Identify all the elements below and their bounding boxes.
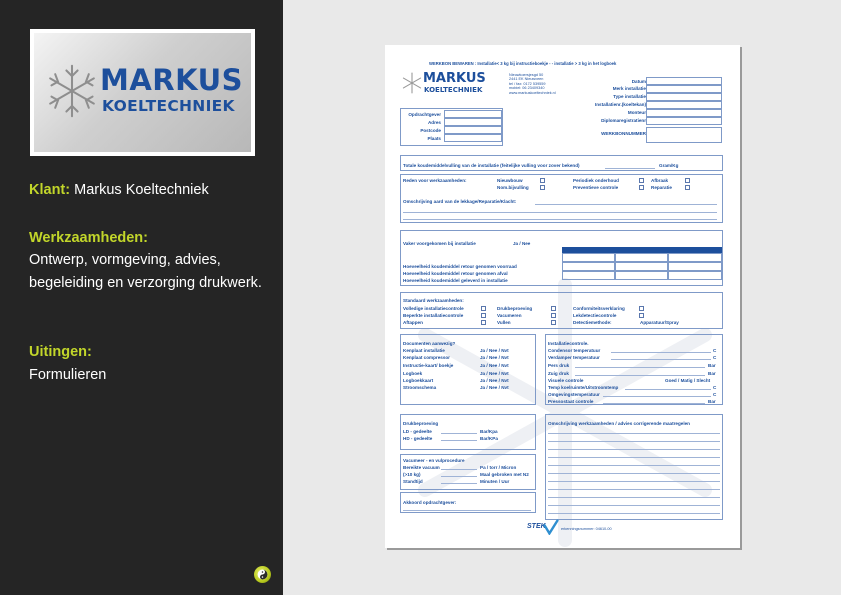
client-logo-frame xyxy=(30,29,255,156)
standard-item: Conformiteitsverklaring xyxy=(573,306,625,311)
standard-checkbox[interactable] xyxy=(551,313,556,318)
agreement-label: Akkoord opdrachtgever: xyxy=(403,500,457,505)
control-item: Temp koelruimte/Uitstroomtemp xyxy=(548,385,619,390)
reason-refill-checkbox[interactable] xyxy=(540,185,545,190)
control-line[interactable] xyxy=(603,403,705,404)
standard-item: Volledige installatiecontrole xyxy=(403,306,464,311)
work-label: Omschrijving werkzaamheden / advies corrigerende maatregelen xyxy=(548,421,690,426)
work-line[interactable] xyxy=(548,513,720,514)
client-field-label: Opdrachtgever xyxy=(408,112,441,117)
work-line[interactable] xyxy=(548,481,720,482)
control-unit: Goed / Matig / Slecht xyxy=(665,378,711,383)
document-answer: Ja / Nee / Nvt xyxy=(480,385,509,390)
output-value: Formulieren xyxy=(29,367,107,383)
table-cell[interactable] xyxy=(615,271,668,280)
mechanic-input[interactable] xyxy=(646,109,722,117)
pressure-label: Drukbeproeving xyxy=(403,421,439,426)
vacuum-label: Vacumeer - en vulprocedure xyxy=(403,458,465,463)
standard-item: Vacumeren xyxy=(497,313,522,318)
pressure-unit: Bar/KPa xyxy=(480,436,498,441)
total-refrigerant-label: Totale koudemiddelvulling van de installatie (feitelijke vulling voor zover bekend) xyxy=(403,163,580,168)
standard-checkbox[interactable] xyxy=(481,320,486,325)
standard-item: Apparatuur/Spray xyxy=(640,320,679,325)
pressure-item: HD - gedeelte xyxy=(403,436,433,441)
pressure-unit: Bar/Kpa xyxy=(480,429,498,434)
control-item: Pressostaat controle xyxy=(548,399,594,404)
control-line[interactable] xyxy=(575,375,705,376)
leak-line[interactable] xyxy=(403,212,717,213)
standard-checkbox[interactable] xyxy=(481,306,486,311)
standard-item: Vullen xyxy=(497,320,511,325)
work-line[interactable] xyxy=(548,449,720,450)
logo-wordmark-top: MARKUS xyxy=(100,63,244,97)
table-cell[interactable] xyxy=(562,262,615,271)
leak-line[interactable] xyxy=(535,204,717,205)
document-item: Instructie-kaart/ boekje xyxy=(403,363,454,368)
field-label-mechanic: Monteur xyxy=(627,110,646,115)
stek-checkmark-icon xyxy=(543,519,559,535)
table-cell[interactable] xyxy=(668,262,722,271)
city-input[interactable] xyxy=(444,134,502,142)
control-unit: C xyxy=(713,348,717,353)
table-cell[interactable] xyxy=(615,253,668,262)
vacuum-unit: Minuten / Uur xyxy=(480,479,510,484)
control-line[interactable] xyxy=(603,396,711,397)
field-label-diploma: Diplomaregistratienr xyxy=(601,118,646,123)
standard-item: Lekdetectiecontrole xyxy=(573,313,617,318)
vacuum-unit: Maal gebroken met N2 xyxy=(480,472,529,477)
documents-label: Documenten aanwezig? xyxy=(403,341,456,346)
client-field-label: Adres xyxy=(427,120,441,125)
document-answer: Ja / Nee / Nvt xyxy=(480,355,509,360)
form-snowflake-icon xyxy=(401,72,423,94)
control-item: Pers druk xyxy=(548,363,570,368)
address-line: www.markuskoeltechniek.nl xyxy=(509,90,556,95)
document-item: Stroomschema xyxy=(403,385,437,390)
work-line[interactable] xyxy=(548,497,720,498)
reason-new-checkbox[interactable] xyxy=(540,178,545,183)
control-line[interactable] xyxy=(625,389,711,390)
standard-item: Beperkte installatiecontrole xyxy=(403,313,464,318)
address-line: 2441 EK Nieuwveen xyxy=(509,77,544,82)
sidebar-panel xyxy=(0,0,283,595)
reason-preventive: Preventieve controle xyxy=(573,185,619,190)
field-label-brand: Merk installatie xyxy=(612,86,646,91)
stek-logo: STEK xyxy=(527,523,546,530)
control-unit: Bar xyxy=(708,399,716,404)
document-item: Kenplaat compressor xyxy=(403,355,450,360)
pressure-line[interactable] xyxy=(441,433,477,434)
vacuum-item: Bereikte vacuum xyxy=(403,465,440,470)
leak-line[interactable] xyxy=(403,219,717,220)
yin-yang-icon xyxy=(257,569,268,580)
control-item: Zuig druk xyxy=(548,371,569,376)
work-description: Ontwerp, vormgeving, advies, begeleiding en verzorging drukwerk. xyxy=(29,252,262,291)
vacuum-line[interactable] xyxy=(441,469,477,470)
address-block xyxy=(509,73,556,95)
reason-demolition-checkbox[interactable] xyxy=(685,178,690,183)
total-refrigerant-line[interactable] xyxy=(605,168,655,169)
vacuum-line[interactable] xyxy=(441,483,477,484)
control-unit: Bar xyxy=(708,363,716,368)
client-label: Klant: xyxy=(29,182,71,198)
table-cell[interactable] xyxy=(562,253,615,262)
snowflake-icon xyxy=(44,63,100,119)
reason-new: Nieuwbouw xyxy=(497,178,523,183)
standard-checkbox[interactable] xyxy=(551,306,556,311)
work-line[interactable] xyxy=(548,465,720,466)
document-answer: Ja / Nee / Nvt xyxy=(480,371,509,376)
work-line[interactable] xyxy=(548,489,720,490)
client-line xyxy=(29,179,209,202)
table-cell[interactable] xyxy=(668,253,722,262)
field-label-type: Type installatie xyxy=(613,94,646,99)
postcode-input[interactable] xyxy=(444,126,502,134)
pressure-line[interactable] xyxy=(441,440,477,441)
control-item: Verdamper temperatuur xyxy=(548,355,600,360)
field-label-installnr: Installatienr.(koeltekan) xyxy=(594,102,646,107)
reason-repair: Reparatie xyxy=(651,185,672,190)
ordernumber-input[interactable] xyxy=(646,127,722,143)
reason-periodic-checkbox[interactable] xyxy=(639,178,644,183)
document-item: Kenplaat installatie xyxy=(403,348,445,353)
work-line[interactable] xyxy=(548,505,720,506)
standard-checkbox[interactable] xyxy=(639,313,644,318)
vacuum-item: Standtijd xyxy=(403,479,423,484)
form-logo-word2: KOELTECHNIEK xyxy=(424,86,483,94)
client-field-label: Postcode xyxy=(420,128,441,133)
document-answer: Ja / Nee / Nvt xyxy=(480,348,509,353)
control-item: Omgevingstemperatuur xyxy=(548,392,600,397)
yin-yang-badge-icon xyxy=(254,566,271,583)
document-answer: Ja / Nee / Nvt xyxy=(480,363,509,368)
control-line[interactable] xyxy=(575,367,705,368)
control-label: Installatiecontrole. xyxy=(548,341,589,346)
document-item: Logboekkaart xyxy=(403,378,434,383)
refrigerant-line-label: Hoeveelheid koudemiddel retour genomen voorraad xyxy=(403,264,517,269)
work-line[interactable] xyxy=(548,457,720,458)
address-line: Nieuwkoersjesgd 50 xyxy=(509,73,544,77)
reason-preventive-checkbox[interactable] xyxy=(639,185,644,190)
control-item: Visuele controle xyxy=(548,378,584,383)
stek-text: erkenningsnummer: 04610-00 xyxy=(561,527,612,531)
leak-label: Omschrijving aard van de lekkage/Reparatie/Klacht: xyxy=(403,199,517,204)
address-line: mobiel: 06 23409340 xyxy=(509,86,545,91)
form-logo-word1: MARKUS xyxy=(423,71,486,86)
form-header: WERKBON BEWAREN : Installatie< 3 kg bij instructieboekje - - installatie > 3 kg in het logboek xyxy=(429,61,617,66)
control-line[interactable] xyxy=(611,352,711,353)
standard-item: Aftappen xyxy=(403,320,423,325)
output-heading xyxy=(29,341,92,364)
refrigerant-line-label: Hoeveelheid koudemiddel retour genomen afval xyxy=(403,271,508,276)
field-label-date: Datum xyxy=(631,79,646,84)
document-item: Logboek xyxy=(403,371,423,376)
reason-refill: Nom.bijvulling xyxy=(497,185,529,190)
work-heading xyxy=(29,227,148,250)
pressure-item: LD - gedeelte xyxy=(403,429,432,434)
type-input[interactable] xyxy=(646,93,722,101)
leak-found-label: Vaker voorgekomen bij installatie xyxy=(403,241,476,246)
work-order-form xyxy=(385,45,740,548)
date-input[interactable] xyxy=(646,77,722,85)
standard-item: Detectiemethode: xyxy=(573,320,612,325)
control-line[interactable] xyxy=(611,359,711,360)
control-unit: Bar xyxy=(708,371,716,376)
client-field-label: Plaats xyxy=(427,136,441,141)
total-refrigerant-unit: Gram/Kg xyxy=(659,163,679,168)
diploma-input[interactable] xyxy=(646,117,722,125)
address-input[interactable] xyxy=(444,118,502,126)
standard-checkbox[interactable] xyxy=(551,320,556,325)
brand-input[interactable] xyxy=(646,85,722,93)
vacuum-item: (>10 kg) xyxy=(403,472,421,477)
client-value: Markus Koeltechniek xyxy=(74,182,209,198)
control-unit: C xyxy=(713,385,717,390)
reason-label: Reden voor werkzaamheden: xyxy=(403,178,467,183)
output-label: Uitingen: xyxy=(29,344,92,360)
standard-checkbox[interactable] xyxy=(639,306,644,311)
refrigerant-line-label: Hoeveelheid koudemiddel geleverd in installatie xyxy=(403,278,508,283)
standard-item: Drukbeproeving xyxy=(497,306,533,311)
vacuum-unit: Pa / torr / Micron xyxy=(480,465,517,470)
work-line[interactable] xyxy=(548,473,720,474)
standard-label: Standaard werkzaamheden: xyxy=(403,298,464,303)
work-line[interactable] xyxy=(548,441,720,442)
reason-demolition: Afbraak xyxy=(651,178,669,183)
work-line[interactable] xyxy=(548,433,720,434)
table-cell[interactable] xyxy=(668,271,722,280)
address-line: tel / fax: 0172 539559 xyxy=(509,81,546,86)
control-item: Condensor temperatuur xyxy=(548,348,601,353)
client-logo xyxy=(34,33,251,152)
table-cell[interactable] xyxy=(562,271,615,280)
table-cell[interactable] xyxy=(615,262,668,271)
document-answer: Ja / Nee / Nvt xyxy=(480,378,509,383)
leak-found-answer: Ja / Nee xyxy=(513,241,531,246)
installnr-input[interactable] xyxy=(646,101,722,109)
standard-checkbox[interactable] xyxy=(481,313,486,318)
field-label-ordernumber: WERKBONNUMMER xyxy=(601,131,646,136)
control-unit: C xyxy=(713,355,717,360)
reason-periodic: Periodiek onderhoud xyxy=(573,178,619,183)
logo-wordmark-bottom: KOELTECHNIEK xyxy=(102,97,235,115)
vacuum-line[interactable] xyxy=(441,476,477,477)
work-label: Werkzaamheden: xyxy=(29,230,148,246)
client-input[interactable] xyxy=(444,110,502,118)
signature-line[interactable] xyxy=(403,510,531,511)
control-unit: C xyxy=(713,392,717,397)
reason-repair-checkbox[interactable] xyxy=(685,185,690,190)
